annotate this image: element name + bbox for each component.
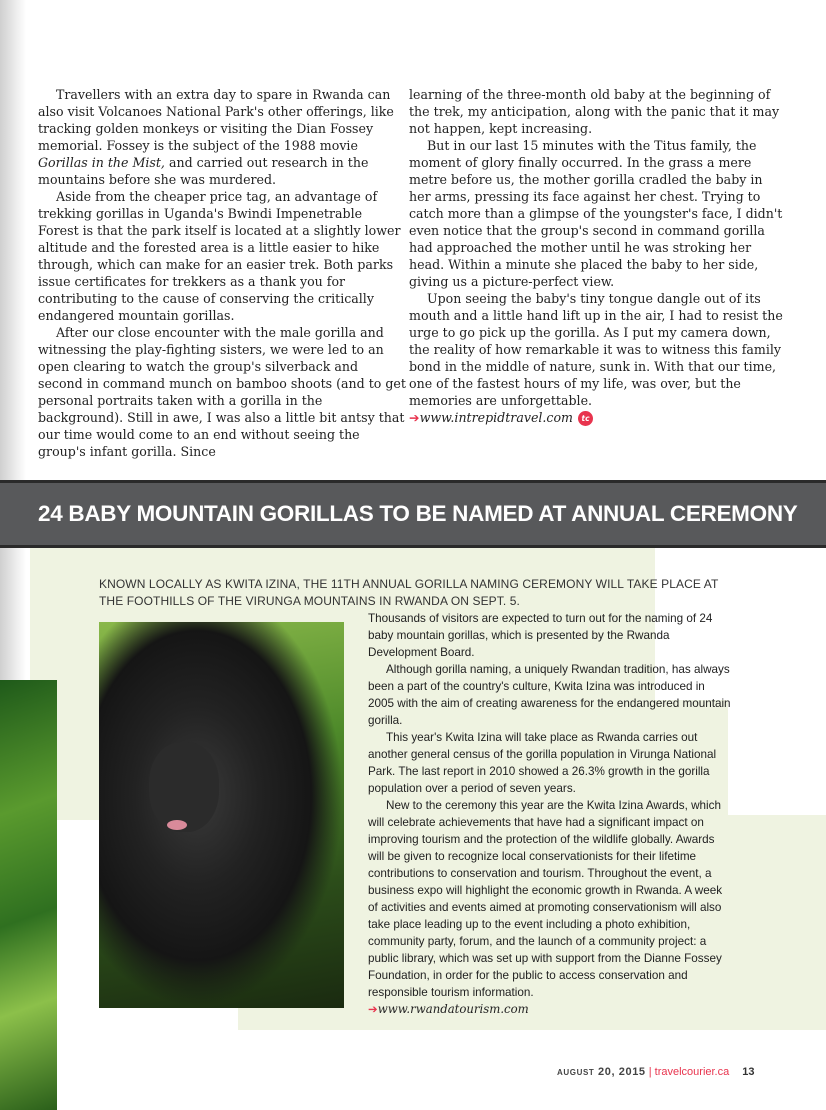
tc-logo-icon: tc — [578, 411, 593, 426]
arrow-icon: ➔ — [409, 410, 420, 425]
page-number: 13 — [742, 1066, 755, 1078]
sidebar-title: 24 BABY MOUNTAIN GORILLAS TO BE NAMED AT ANNUAL CEREMONY — [38, 501, 798, 526]
paragraph: This year's Kwita Izina will take place as Rwanda carries out another general census of the gorilla population in Virunga National Park. The last report in 2010 showed a 26.3% growth in the gorilla population over a period of seven years. — [368, 731, 717, 795]
text: and carried out research in the mountains before she was murdered. — [38, 155, 369, 187]
article-right-column — [409, 86, 784, 426]
issue-date: august 20, 2015 — [557, 1066, 646, 1078]
paragraph: But in our last 15 minutes with the Titus family, the moment of glory finally occurred. In the grass a mere metre before us, the mother gorilla cradled the baby in her arms, pressing its face against her chest. Trying to catch more than a glimpse of the youngster's face, I didn't even notice that the group's second in command gorilla had approached the mother until he was stroking her head. Within a minute she placed the baby to her side, giving us a picture-perfect view. — [409, 138, 783, 289]
source-link-line — [409, 409, 784, 426]
paragraph: New to the ceremony this year are the Kwita Izina Awards, which will celebrate achievements that have had a significant impact on improving tourism and the protection of the wildlife globally. Awards will be given to recognize local conservationists for their lifetime contributions to conservation and tourism. Throughout the event, a business expo will highlight the economic growth in Rwanda. A week of activities and events aimed at promoting conservationism will also take place leading up to the event including a photo exhibition, community party, forum, and the launch of a community project: a public library, which was set up with support from the Dianne Fossey Foundation, in order for the public to access conservation and responsible tourism information. — [368, 799, 723, 999]
paragraph: learning of the three-month old baby at the beginning of the trek, my anticipation, along with the panic that it may not happen, kept increasing. — [409, 87, 780, 136]
gorilla-tongue — [167, 820, 187, 830]
text: Travellers with an extra day to spare in Rwanda can also visit Volcanoes National Park's other offerings, like tracking golden monkeys or visiting the Dian Fossey memorial. Fossey is the subject of the 1988 movie — [38, 87, 394, 153]
leaf-image-strip — [0, 680, 57, 1110]
site-link[interactable]: travelcourier.ca — [654, 1066, 730, 1078]
movie-title: Gorillas in the Mist, — [38, 155, 165, 170]
paragraph: Thousands of visitors are expected to turn out for the naming of 24 baby mountain gorillas, which is presented by the Rwanda Development Board. — [368, 612, 713, 659]
arrow-icon: ➔ — [368, 1002, 378, 1016]
paragraph: Aside from the cheaper price tag, an advantage of trekking gorillas in Uganda's Bwindi Impenetrable Forest is that the park itself is located at a slightly lower altitude and the forested area is a little easier to hike through, which can make for an easier trek. Both parks issue certificates for trekkers as a thank you for contributing to the cause of conserving the critically endangered mountain gorillas. — [38, 189, 401, 323]
sidebar-deck: KNOWN LOCALLY AS KWITA IZINA, THE 11TH ANNUAL GORILLA NAMING CEREMONY WILL TAKE PLACE AT THE FOOTHILLS OF THE VIRUNGA MOUNTAINS IN RWANDA ON SEPT. 5. — [99, 577, 719, 608]
page-footer — [557, 1066, 755, 1078]
gorilla-face — [149, 742, 219, 832]
paragraph: Upon seeing the baby's tiny tongue dangle out of its mouth and a little hand lift up in the air, I had to resist the urge to go pick up the gorilla. As I put my camera down, the reality of how remarkable it was to witness this family bond in the middle of nature, sunk in. With that our time, one of the fastest hours of my life, was over, but the memories are unforgettable. — [409, 291, 783, 408]
separator: | — [648, 1066, 652, 1078]
sidebar-body — [368, 610, 733, 1018]
intrepid-link[interactable]: www.intrepidtravel.com — [419, 410, 573, 425]
source-link-line — [368, 1001, 733, 1018]
sidebar-banner — [0, 480, 826, 548]
article-left-column — [38, 86, 406, 460]
paragraph: Although gorilla naming, a uniquely Rwandan tradition, has always been a part of the country's culture, Kwita Izina was introduced in 2005 with the aim of creating awareness for the endangered mountain gorilla. — [368, 663, 731, 727]
paragraph: After our close encounter with the male gorilla and witnessing the play-fighting sisters, we were led to an open clearing to watch the group's silverback and second in command munch on bamboo shoots (and to get personal portraits taken with a gorilla in the background). Still in awe, I was also a little bit antsy that our time would come to an end without seeing the group's infant gorilla. Since — [38, 325, 406, 459]
baby-gorilla-photo — [99, 622, 344, 1008]
rwandatourism-link[interactable]: www.rwandatourism.com — [377, 1002, 529, 1016]
paragraph — [38, 86, 406, 188]
